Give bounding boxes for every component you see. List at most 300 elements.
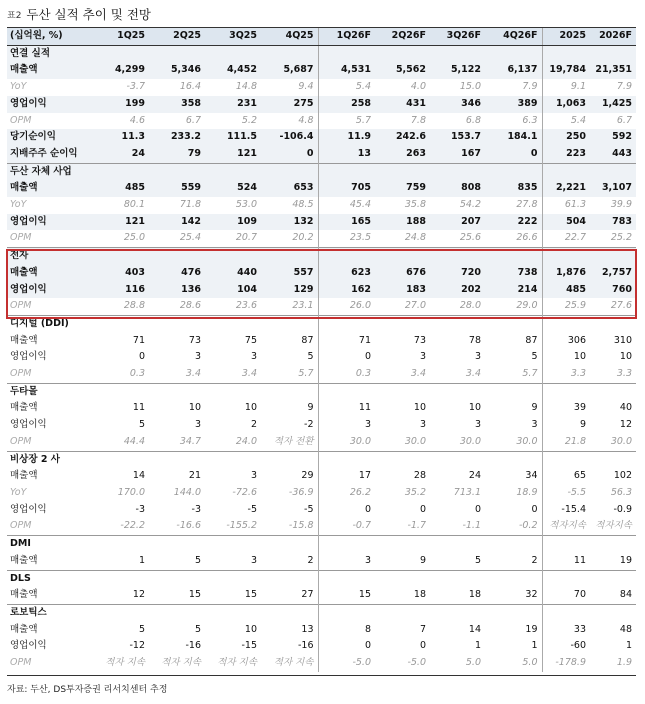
table-row [7, 553, 636, 570]
table-cell [590, 163, 636, 180]
row-label: DMI [7, 536, 93, 553]
table-cell: -0.2 [518, 520, 538, 532]
table-cell [430, 383, 485, 400]
table-cell [542, 163, 590, 180]
section-header-row [7, 451, 636, 468]
table-cell: 12 [590, 417, 636, 434]
table-cell: 30.0 [610, 435, 632, 447]
table-header-row [7, 28, 636, 46]
table-cell [93, 451, 149, 468]
table-cell [93, 536, 149, 553]
table-cell: 0 [93, 349, 149, 366]
table-cell: 199 [93, 96, 149, 113]
table-cell [542, 45, 590, 62]
financial-table [7, 27, 636, 672]
table-cell: 적자지속 [595, 520, 632, 532]
table-cell [590, 604, 636, 621]
row-label: 당기순이익 [7, 129, 93, 146]
table-cell: 258 [318, 96, 375, 113]
table-cell [205, 383, 261, 400]
table-cell: 11.9 [318, 129, 375, 146]
table-cell: 27.0 [404, 300, 426, 312]
row-label: 매출액 [7, 333, 93, 350]
table-cell: 9.1 [542, 79, 590, 96]
table-row [7, 265, 636, 282]
table-cell: 485 [542, 282, 590, 299]
table-row [7, 96, 636, 113]
table-cell: 11 [542, 553, 590, 570]
table-cell: 5.7 [298, 368, 314, 380]
table-cell: 653 [261, 180, 318, 197]
table-cell [375, 570, 430, 587]
table-cell [205, 248, 261, 265]
table-cell: 1,063 [542, 96, 590, 113]
table-cell: 19 [590, 553, 636, 570]
table-cell: 3 [430, 349, 485, 366]
table-cell: 3 [430, 417, 485, 434]
table-cell: 3.3 [542, 366, 590, 383]
table-cell: -15.4 [542, 502, 590, 519]
table-cell: 40 [590, 400, 636, 417]
table-cell: 6.8 [465, 114, 481, 126]
table-cell: 26.6 [516, 232, 538, 244]
table-row [7, 129, 636, 146]
row-label: 매출액 [7, 587, 93, 604]
table-cell: 16.4 [179, 81, 201, 93]
table-cell: 713.1 [453, 486, 481, 498]
row-label: 매출액 [7, 265, 93, 282]
table-cell [205, 604, 261, 621]
table-cell: 2,221 [542, 180, 590, 197]
table-cell: 75 [205, 333, 261, 350]
table-cell: 26.2 [318, 485, 375, 502]
row-label: DLS [7, 570, 93, 587]
table-cell: 3 [205, 349, 261, 366]
table-cell: 24 [430, 468, 485, 485]
table-cell: 29 [261, 468, 318, 485]
table-cell: 0.3 [129, 368, 145, 380]
table-cell: -5.5 [542, 485, 590, 502]
row-label: 영업이익 [7, 96, 93, 113]
table-cell [149, 570, 205, 587]
table-cell: 5.7 [318, 113, 375, 130]
table-cell: 0 [318, 349, 375, 366]
table-cell: 223 [542, 146, 590, 163]
table-cell: 783 [590, 214, 636, 231]
table-cell: 10 [149, 400, 205, 417]
table-cell: 3 [485, 417, 542, 434]
table-cell [261, 604, 318, 621]
table-cell [205, 451, 261, 468]
table-cell [485, 570, 542, 587]
table-cell: 79 [149, 146, 205, 163]
section-header-row [7, 45, 636, 62]
table-cell: 9 [375, 553, 430, 570]
table-cell: 592 [590, 129, 636, 146]
table-cell: 5 [149, 622, 205, 639]
table-cell [205, 536, 261, 553]
table-cell [93, 248, 149, 265]
table-row [7, 333, 636, 350]
table-cell: 250 [542, 129, 590, 146]
table-cell [485, 315, 542, 332]
table-cell [542, 604, 590, 621]
table-cell: -3 [93, 502, 149, 519]
table-cell: 116 [93, 282, 149, 299]
table-cell [375, 451, 430, 468]
table-cell: 403 [93, 265, 149, 282]
row-label: 매출액 [7, 553, 93, 570]
table-cell: 25.6 [459, 232, 481, 244]
table-row [7, 434, 636, 451]
table-cell [205, 45, 261, 62]
table-cell: 34 [485, 468, 542, 485]
table-cell [318, 451, 375, 468]
table-cell: 25.9 [542, 298, 590, 315]
row-label: 영업이익 [7, 638, 93, 655]
table-cell [149, 383, 205, 400]
table-cell [318, 248, 375, 265]
table-bottom-rule [7, 675, 636, 676]
table-cell: 263 [375, 146, 430, 163]
table-cell: 3 [205, 468, 261, 485]
row-label: 비상장 2 사 [7, 451, 93, 468]
table-cell: 202 [430, 282, 485, 299]
table-cell: 5.4 [542, 113, 590, 130]
table-cell: 18 [375, 587, 430, 604]
table-cell [590, 570, 636, 587]
table-cell [318, 383, 375, 400]
table-row [7, 485, 636, 502]
table-row [7, 180, 636, 197]
table-cell: 28.8 [123, 300, 145, 312]
table-cell: 15 [149, 587, 205, 604]
row-label: OPM [10, 368, 32, 380]
table-cell: 27.6 [610, 300, 632, 312]
table-cell: 3.4 [410, 368, 426, 380]
table-cell: 24.0 [235, 435, 257, 447]
row-label: YoY [10, 81, 27, 93]
table-cell: 23.1 [292, 300, 314, 312]
table-cell: 129 [261, 282, 318, 299]
table-cell: 5 [430, 553, 485, 570]
source-note: 자료: 두산, DS투자증권 리서치센터 추정 [7, 685, 168, 695]
table-cell: 0 [375, 502, 430, 519]
table-cell [485, 45, 542, 62]
table-cell: 104 [205, 282, 261, 299]
table-cell: 4,299 [93, 62, 149, 79]
table-cell: 84 [590, 587, 636, 604]
row-label: 두타몰 [7, 383, 93, 400]
table-cell [318, 536, 375, 553]
table-cell: 10 [542, 349, 590, 366]
table-cell [430, 536, 485, 553]
table-cell: 5 [485, 349, 542, 366]
period-header: 2Q25 [149, 28, 205, 46]
table-cell: 7.9 [522, 81, 538, 93]
table-cell [205, 163, 261, 180]
table-cell: 207 [430, 214, 485, 231]
row-label: 연결 실적 [7, 45, 93, 62]
table-cell: 7.8 [410, 114, 426, 126]
table-cell: 165 [318, 214, 375, 231]
period-header: 1Q25 [93, 28, 149, 46]
table-row [7, 298, 636, 315]
period-header: 4Q26F [485, 28, 542, 46]
table-row [7, 518, 636, 535]
table-cell: 6,137 [485, 62, 542, 79]
row-label: YoY [10, 199, 27, 211]
table-cell: -0.7 [318, 518, 375, 535]
table-cell: 2,757 [590, 265, 636, 282]
row-label: YoY [10, 486, 27, 498]
table-cell: 61.3 [542, 197, 590, 214]
table-cell: 3 [149, 417, 205, 434]
table-cell: 10 [205, 622, 261, 639]
table-cell: 835 [485, 180, 542, 197]
table-cell [542, 383, 590, 400]
table-cell [318, 45, 375, 62]
table-cell [375, 604, 430, 621]
table-cell: 3 [318, 417, 375, 434]
table-cell: 87 [485, 333, 542, 350]
table-cell: 4,452 [205, 62, 261, 79]
table-row [7, 622, 636, 639]
table-cell [430, 45, 485, 62]
table-cell: 20.2 [292, 232, 314, 244]
table-cell [205, 570, 261, 587]
table-cell: -15 [205, 638, 261, 655]
table-cell: 0 [318, 502, 375, 519]
table-caption: 두산 실적 추이 및 전망 [26, 7, 151, 22]
table-cell: 3.4 [241, 368, 257, 380]
table-cell: -5 [205, 502, 261, 519]
table-row [7, 638, 636, 655]
table-cell [590, 248, 636, 265]
table-cell: 21 [149, 468, 205, 485]
table-cell [430, 315, 485, 332]
table-cell: 0 [261, 146, 318, 163]
table-cell: 39.9 [610, 199, 632, 211]
table-cell: 30.0 [318, 434, 375, 451]
table-row [7, 502, 636, 519]
table-cell: 28.6 [179, 300, 201, 312]
table-cell: 65 [542, 468, 590, 485]
table-cell: 28.0 [459, 300, 481, 312]
table-cell: 18.9 [516, 486, 538, 498]
table-cell: 적자 지속 [273, 657, 314, 669]
row-label: 전자 [7, 248, 93, 265]
table-cell: 162 [318, 282, 375, 299]
row-label: 로보틱스 [7, 604, 93, 621]
table-cell: 22.7 [542, 230, 590, 247]
table-row [7, 349, 636, 366]
table-cell: -3.7 [126, 81, 145, 93]
table-cell: -155.2 [226, 520, 257, 532]
table-cell: 3.4 [465, 368, 481, 380]
table-row [7, 214, 636, 231]
row-label: OPM [10, 435, 32, 447]
table-cell: 17 [318, 468, 375, 485]
period-header: 1Q26F [318, 28, 375, 46]
table-cell [375, 248, 430, 265]
table-cell: 14 [93, 468, 149, 485]
table-cell: 524 [205, 180, 261, 197]
table-cell [318, 315, 375, 332]
table-cell: 6.7 [185, 114, 201, 126]
row-label: OPM [10, 114, 32, 126]
table-cell [542, 451, 590, 468]
table-cell: 8 [318, 622, 375, 639]
table-cell: 21,351 [590, 62, 636, 79]
table-cell [261, 163, 318, 180]
table-cell: 233.2 [149, 129, 205, 146]
section-header-row [7, 604, 636, 621]
table-title [7, 6, 151, 22]
table-cell [149, 248, 205, 265]
table-cell: -16 [261, 638, 318, 655]
table-cell: 6.7 [616, 114, 632, 126]
table-cell [542, 248, 590, 265]
unit-header: (십억원, %) [7, 28, 93, 46]
table-cell: -72.6 [232, 486, 257, 498]
period-header: 4Q25 [261, 28, 318, 46]
table-cell: 25.2 [610, 232, 632, 244]
table-cell: 5.7 [522, 368, 538, 380]
table-cell: 11 [93, 400, 149, 417]
table-cell: 275 [261, 96, 318, 113]
table-cell [590, 536, 636, 553]
row-label: OPM [10, 657, 32, 669]
table-cell [261, 45, 318, 62]
row-label: 매출액 [7, 400, 93, 417]
table-cell: 24.8 [404, 232, 426, 244]
table-cell: 705 [318, 180, 375, 197]
table-cell [590, 383, 636, 400]
table-cell: 759 [375, 180, 430, 197]
row-label: OPM [10, 300, 32, 312]
table-cell: 48.5 [292, 199, 314, 211]
table-cell: 15.0 [459, 81, 481, 93]
table-cell: 30.0 [516, 435, 538, 447]
table-row [7, 79, 636, 96]
table-cell: 1,876 [542, 265, 590, 282]
period-header: 2Q26F [375, 28, 430, 46]
table-cell [375, 45, 430, 62]
table-cell [149, 451, 205, 468]
table-cell: 33 [542, 622, 590, 639]
table-cell [261, 248, 318, 265]
table-cell [485, 451, 542, 468]
table-cell [261, 315, 318, 332]
table-cell: 231 [205, 96, 261, 113]
table-cell: 71.8 [179, 199, 201, 211]
table-row [7, 146, 636, 163]
table-cell [542, 570, 590, 587]
table-cell: 623 [318, 265, 375, 282]
table-cell [590, 315, 636, 332]
row-label: 영업이익 [7, 282, 93, 299]
table-cell [542, 315, 590, 332]
table-cell [375, 536, 430, 553]
table-cell: 23.5 [318, 230, 375, 247]
table-cell: -5.0 [318, 655, 375, 672]
table-cell: 25.4 [179, 232, 201, 244]
table-cell: 0 [485, 146, 542, 163]
table-cell: 3 [149, 349, 205, 366]
table-cell: 443 [590, 146, 636, 163]
table-row [7, 655, 636, 672]
table-cell: 70 [542, 587, 590, 604]
table-cell: 10 [375, 400, 430, 417]
table-cell: 4.8 [298, 114, 314, 126]
table-cell: 3.4 [185, 368, 201, 380]
table-cell [318, 570, 375, 587]
table-cell: 11 [318, 400, 375, 417]
table-cell: 760 [590, 282, 636, 299]
table-cell: 5 [149, 553, 205, 570]
table-cell: 121 [205, 146, 261, 163]
table-row [7, 468, 636, 485]
table-cell: 0 [485, 502, 542, 519]
table-cell: -1.1 [462, 520, 481, 532]
table-cell: 4.0 [410, 81, 426, 93]
row-label: 매출액 [7, 622, 93, 639]
table-cell: 132 [261, 214, 318, 231]
section-header-row [7, 315, 636, 332]
table-cell [375, 315, 430, 332]
table-cell: 35.8 [404, 199, 426, 211]
table-cell: 39 [542, 400, 590, 417]
table-cell: 27 [261, 587, 318, 604]
table-row [7, 400, 636, 417]
table-cell [149, 604, 205, 621]
table-cell: 431 [375, 96, 430, 113]
table-cell [261, 383, 318, 400]
table-cell: 20.7 [235, 232, 257, 244]
table-cell: -0.9 [590, 502, 636, 519]
table-cell: 5 [261, 349, 318, 366]
table-cell [375, 383, 430, 400]
table-cell: -106.4 [261, 129, 318, 146]
table-cell: 440 [205, 265, 261, 282]
table-cell: 1,425 [590, 96, 636, 113]
table-cell [261, 451, 318, 468]
table-row [7, 113, 636, 130]
row-label: 두산 자체 사업 [7, 163, 93, 180]
table-cell [590, 451, 636, 468]
table-cell: 15 [205, 587, 261, 604]
table-cell: 1 [590, 638, 636, 655]
table-row [7, 587, 636, 604]
row-label: 영업이익 [7, 349, 93, 366]
table-cell: 24 [93, 146, 149, 163]
table-cell: 214 [485, 282, 542, 299]
table-cell: -178.9 [542, 655, 590, 672]
row-label: 지배주주 순이익 [7, 146, 93, 163]
table-cell: 136 [149, 282, 205, 299]
table-cell: 적자지속 [542, 518, 590, 535]
table-cell: 25.0 [123, 232, 145, 244]
table-cell: 184.1 [485, 129, 542, 146]
table-row [7, 230, 636, 247]
table-cell: -5.0 [407, 657, 426, 669]
table-cell [149, 163, 205, 180]
table-cell: 적자 지속 [217, 657, 257, 669]
table-cell [542, 536, 590, 553]
table-cell: 0 [430, 502, 485, 519]
table-cell: 1.9 [616, 657, 632, 669]
